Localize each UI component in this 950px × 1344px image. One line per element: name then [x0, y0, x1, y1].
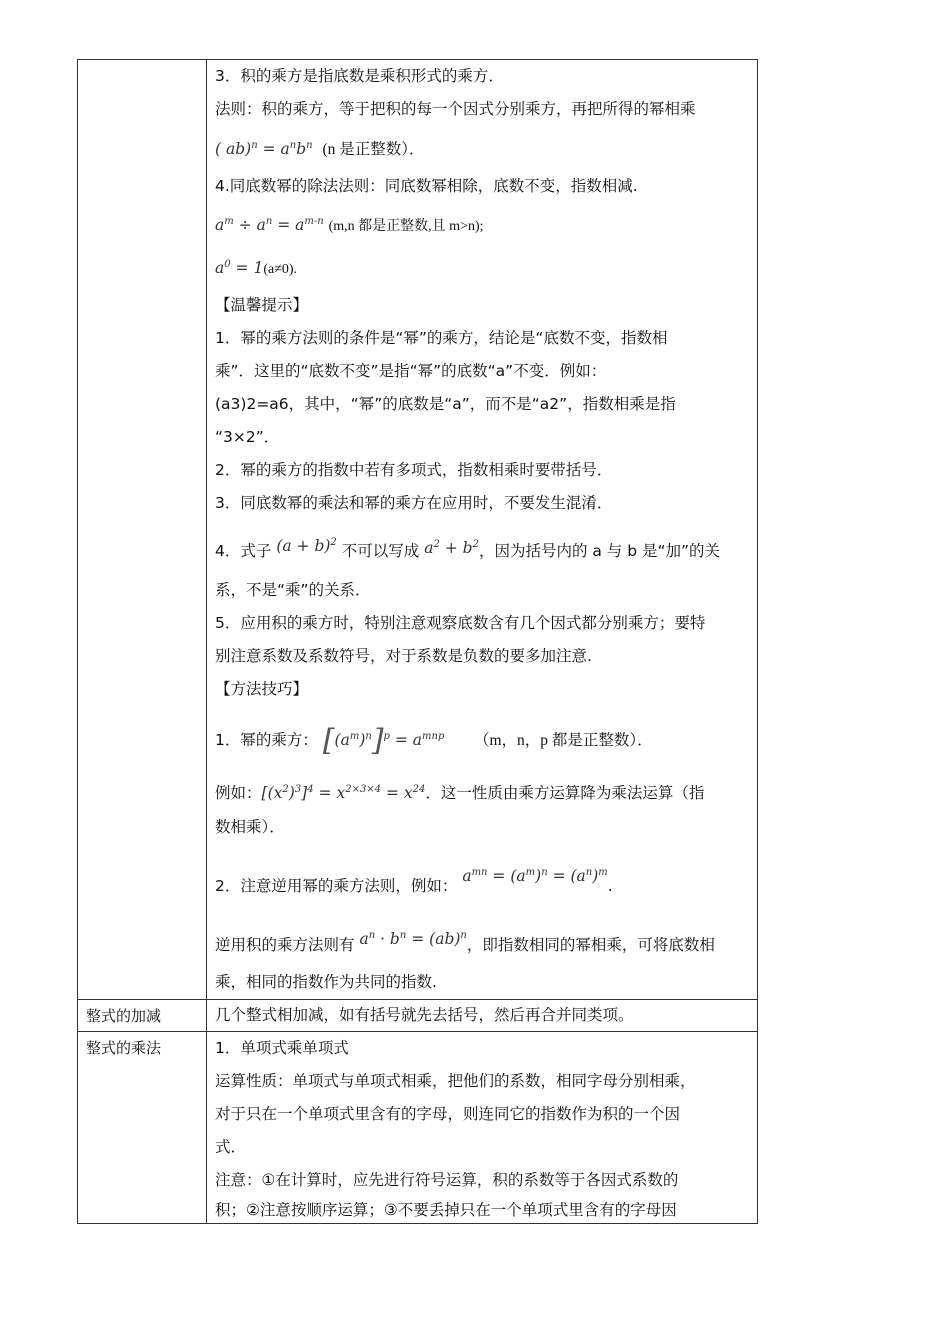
section-heading: 【方法技巧】 — [215, 679, 309, 698]
tip-4-line: 4．式子 $(a + b)^2$ 不可以写成 $a^2 + b^2$，因为括号内的 a 与 b 是“加”的关 — [215, 536, 721, 561]
text-line: 运算性质：单项式与单项式相乘，把他们的系数，相同字母分别相乘， — [215, 1072, 696, 1091]
formula-product-power: ( $ab)^n = a^nb^n$ (n 是正整数）． — [215, 140, 425, 159]
content-cell — [207, 60, 758, 1000]
row-label: 整式的乘法 — [86, 1039, 162, 1058]
text-line: 3．同底数幂的乘法和幂的乘方在应用时，不要发生混淆． — [215, 494, 613, 513]
formula-zero-power: $a^0 = 1(a\ne 0)$. — [215, 259, 298, 278]
text-line: 1．幂的乘方法则的条件是“幂”的乘方，结论是“底数不变，指数相 — [215, 329, 668, 348]
content-cell — [207, 1000, 758, 1032]
row-label-cell — [78, 1000, 207, 1032]
row-label: 整式的加减 — [86, 1007, 162, 1026]
text-line: 几个整式相加减，如有括号就先去括号，然后再合并同类项。 — [215, 1006, 634, 1025]
method-1-line: 1．幂的乘方： $[(a^m)^n]^p = a^{mnp}$ （m，n，p 都是正整数）． — [215, 722, 653, 758]
row-label-cell-empty — [78, 60, 207, 1000]
method-2-line: 2．注意逆用幂的乘方法则，例如： $a^{mn} = (a^m)^n = (a^n)^m$. — [215, 866, 613, 896]
text-line: 1．单项式乘单项式 — [215, 1039, 349, 1058]
row-label-cell — [78, 1032, 207, 1224]
example-line: 例如：$[(x^2)^3]^4 = x^{2\times 3\times 4} = x^{24}$．这一性质由乘方运算降为乘法运算（指 — [215, 783, 705, 802]
knowledge-table — [77, 59, 758, 1224]
text-line: 3．积的乘方是指底数是乘积形式的乘方． — [215, 67, 504, 85]
table-row — [78, 1000, 758, 1032]
text-line: 对于只在一个单项式里含有的字母，则连同它的指数作为积的一个因 — [215, 1105, 681, 1124]
table-row — [78, 1032, 758, 1224]
text-line: 别注意系数及系数符号，对于系数是负数的要多加注意. — [215, 646, 592, 665]
text-line: 5．应用积的乘方时，特别注意观察底数含有几个因式都分别乘方；要特 — [215, 613, 706, 632]
formula-division: $a^m \div a^n = a^{m-n}$ (m,n 都是正整数,且 m>n); — [215, 216, 484, 235]
table-row — [78, 60, 758, 1000]
section-heading: 【温馨提示】 — [215, 296, 309, 315]
text-line: 积；②注意按顺序运算；③不要丢掉只在一个单项式里含有的字母因 — [215, 1201, 677, 1220]
text-line: 法则：积的乘方，等于把积的每一个因式分别乘方，再把所得的幂相乘 — [215, 100, 696, 118]
text-line: 系，不是“乘”的关系． — [215, 580, 371, 599]
text-line: 2．幂的乘方的指数中若有多项式，指数相乘时要带括号． — [215, 461, 613, 480]
text-line: 4.同底数幂的除法法则：同底数幂相除，底数不变，指数相减. — [215, 177, 638, 196]
text-line: 式． — [215, 1138, 247, 1157]
text-line: (a3)2=a6，其中，“幂”的底数是“a”，而不是“a2”，指数相乘是指 — [215, 395, 676, 414]
text-line: 数相乘）． — [215, 817, 285, 836]
text-line: 乘，相同的指数作为共同的指数. — [215, 973, 437, 992]
inverse-rule-line: 逆用积的乘方法则有 $a^n \cdot b^n = (ab)^n$，即指数相同的幂相乘，可将底数相 — [215, 930, 715, 955]
text-line: 乘”．这里的“底数不变”是指“幂”的底数“a”不变．例如： — [215, 362, 607, 381]
text-line: 注意：①在计算时，应先进行符号运算，积的系数等于各因式系数的 — [215, 1171, 679, 1190]
text-line: “3×2”． — [215, 428, 280, 447]
content-cell — [207, 1032, 758, 1224]
